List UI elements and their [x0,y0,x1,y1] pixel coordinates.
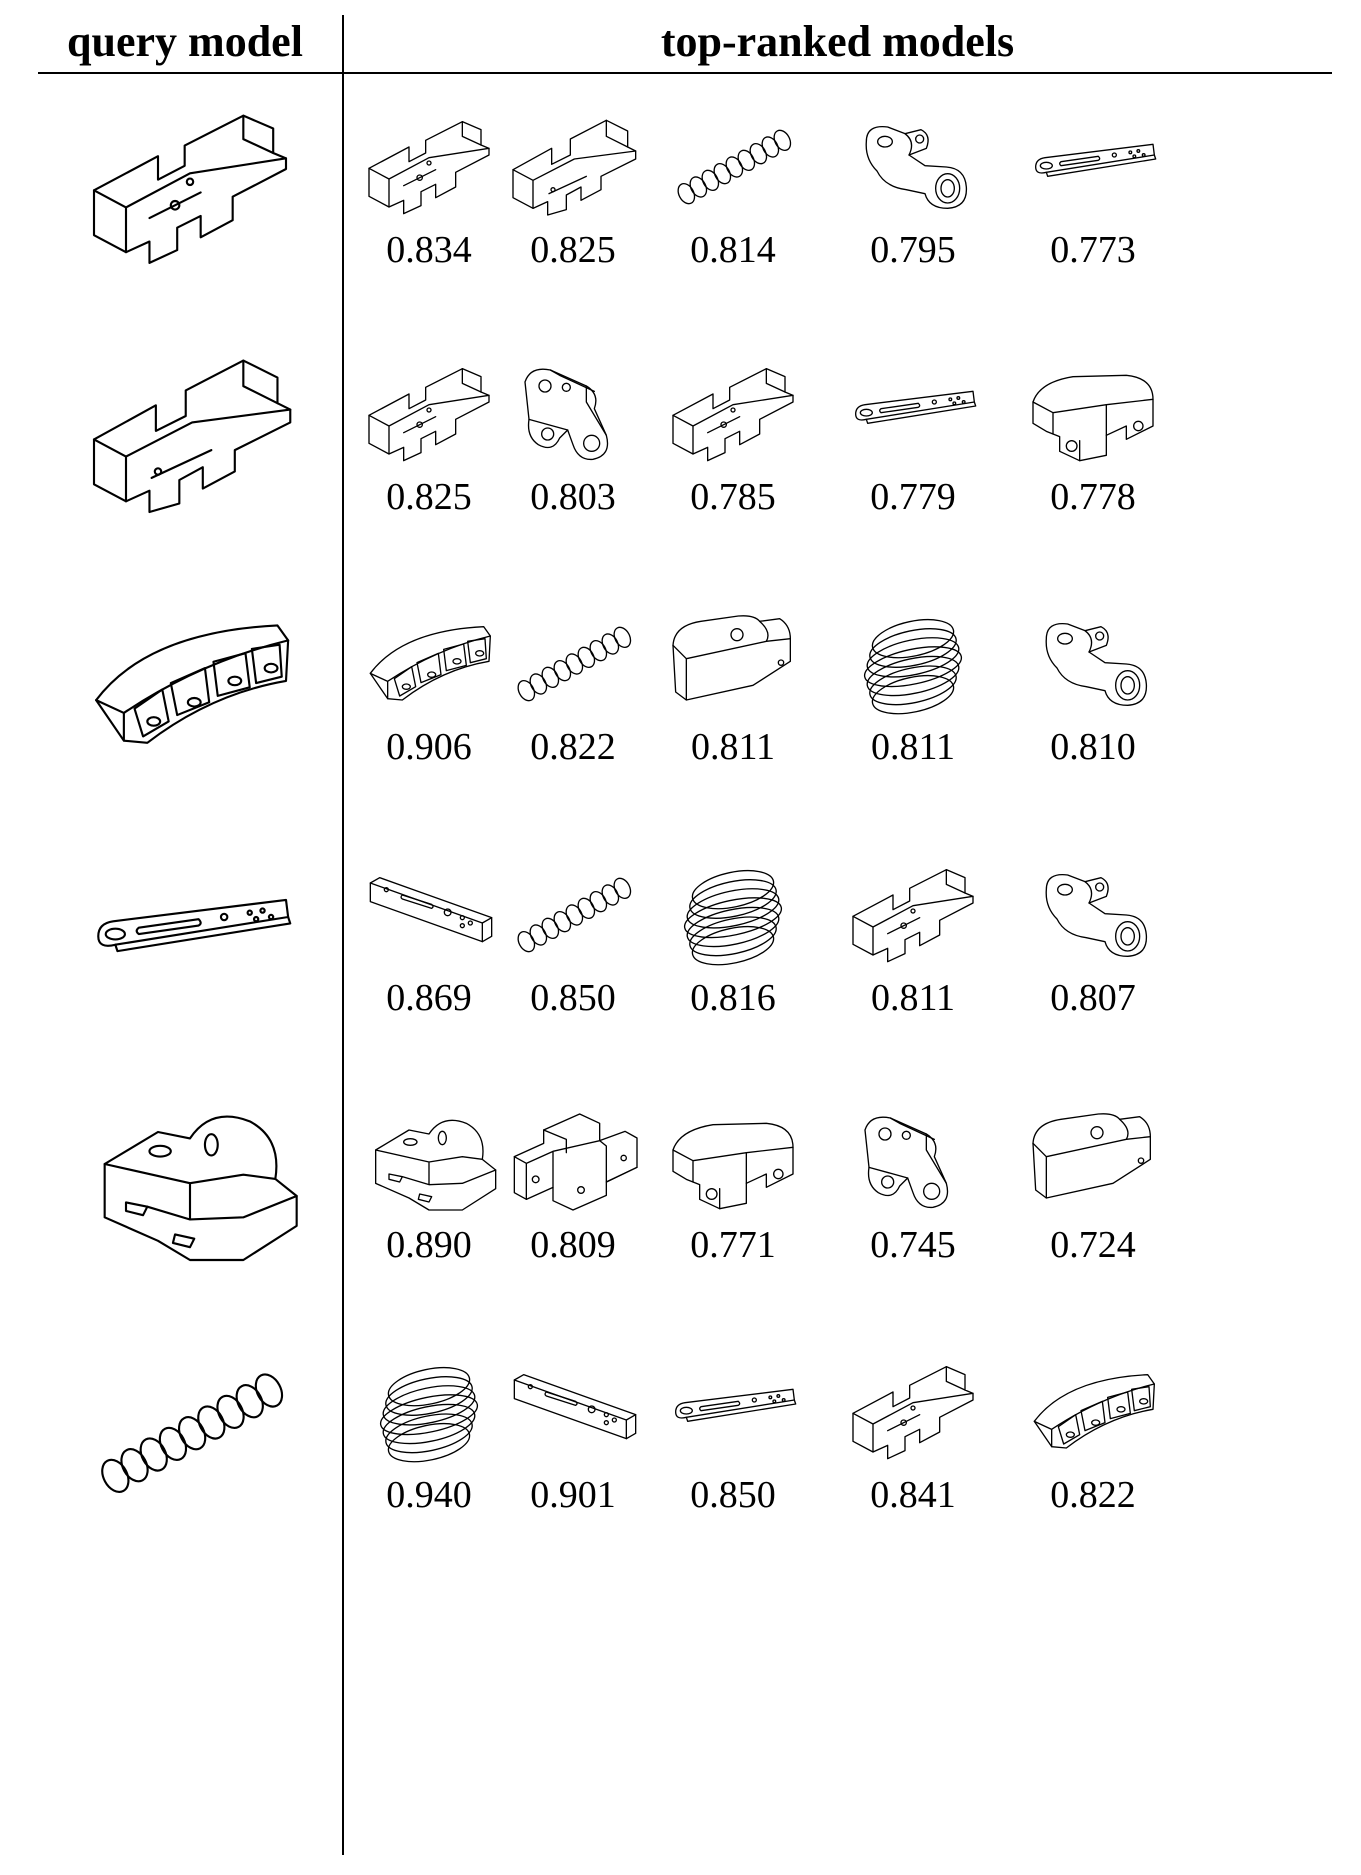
ranked-model [498,592,648,832]
ranked-model [354,843,504,1083]
ranked-model [498,95,648,335]
u-clamp-icon [666,612,800,712]
query-model [70,592,310,782]
ranked-model [658,95,808,335]
ranked-model [1018,1340,1168,1580]
query-model [70,342,310,532]
result-row [0,843,1361,1103]
similarity-score: 0.834 [386,229,472,271]
ranked-model [658,1340,808,1580]
connector-plate-icon [362,362,496,462]
similarity-score: 0.803 [530,476,616,518]
similarity-score: 0.724 [1050,1224,1136,1266]
similarity-score: 0.811 [870,726,956,768]
ranked-model [354,1090,504,1330]
similarity-score: 0.810 [1050,726,1136,768]
ranked-model [498,1340,648,1580]
perforated-bar-icon [362,863,496,963]
query-model [70,1090,310,1280]
fork-joint-icon [1026,863,1160,963]
similarity-score: 0.825 [530,229,616,271]
similarity-score: 0.850 [530,977,616,1019]
ranked-model [658,592,808,832]
ranked-model [658,843,808,1083]
ranked-model [658,342,808,582]
similarity-score: 0.822 [530,726,616,768]
coil-spring-icon [506,612,640,712]
curved-holder-icon [362,612,496,712]
similarity-score: 0.825 [386,476,472,518]
similarity-score: 0.779 [870,476,956,518]
slotted-plate-icon [80,352,300,512]
coil-spring-icon [80,1350,300,1510]
query-model [70,95,310,285]
similarity-score: 0.890 [386,1224,472,1266]
similarity-score: 0.778 [1050,476,1136,518]
similarity-score: 0.901 [530,1474,616,1516]
bracket-arm-icon [846,1110,980,1210]
perforated-bar-icon [506,1360,640,1460]
similarity-score: 0.869 [386,977,472,1019]
bracket-arm-icon [506,362,640,462]
similarity-score: 0.841 [870,1474,956,1516]
query-model [70,843,310,1033]
slotted-plate-icon [506,115,640,215]
ranked-model [498,342,648,582]
bellows-icon [846,612,980,712]
ranked-model [658,1090,808,1330]
similarity-score: 0.940 [386,1474,472,1516]
similarity-score: 0.811 [690,726,776,768]
result-row [0,592,1361,852]
connector-plate-icon [666,362,800,462]
result-row [0,95,1361,355]
ranked-model [1018,95,1168,335]
query-model-header: query model [67,17,303,66]
u-clamp-icon [1026,1110,1160,1210]
ranked-model [1018,592,1168,832]
cross-block-icon [506,1110,640,1210]
result-row [0,1090,1361,1350]
flat-bar-icon [846,362,980,462]
similarity-score: 0.809 [530,1224,616,1266]
gripper-jaw-icon [362,1110,496,1210]
ranked-model [838,1090,988,1330]
query-model [70,1340,310,1530]
ranked-model [498,843,648,1083]
ranked-model [1018,843,1168,1083]
flat-bar-icon [1026,115,1160,215]
similarity-score: 0.814 [690,229,776,271]
fork-joint-icon [1026,612,1160,712]
connector-plate-icon [362,115,496,215]
ranked-model [354,95,504,335]
connector-plate-icon [80,105,300,265]
ranked-model [1018,342,1168,582]
similarity-score: 0.795 [870,229,956,271]
fork-joint-icon [846,115,980,215]
notched-block-icon [666,1110,800,1210]
similarity-score: 0.773 [1050,229,1136,271]
similarity-score: 0.850 [690,1474,776,1516]
gripper-jaw-icon [80,1100,300,1260]
similarity-score: 0.816 [690,977,776,1019]
coil-spring-icon [666,115,800,215]
coil-spring-icon [506,863,640,963]
connector-plate-icon [846,1360,980,1460]
ranked-model [838,592,988,832]
result-row [0,1340,1361,1600]
ranked-model [1018,1090,1168,1330]
ranked-model [354,1340,504,1580]
ranked-model [838,843,988,1083]
result-row [0,342,1361,602]
ranked-model [838,1340,988,1580]
bellows-icon [666,863,800,963]
flat-bar-icon [80,853,300,1013]
ranked-model [838,342,988,582]
top-ranked-models-header: top-ranked models [660,17,1015,66]
ranked-model [354,592,504,832]
similarity-score: 0.771 [690,1224,776,1266]
curved-holder-icon [1026,1360,1160,1460]
similarity-score: 0.822 [1050,1474,1136,1516]
bellows-icon [362,1360,496,1460]
ranked-model [838,95,988,335]
similarity-score: 0.745 [870,1224,956,1266]
connector-plate-icon [846,863,980,963]
notched-block-icon [1026,362,1160,462]
curved-holder-icon [80,602,300,762]
ranked-model [354,342,504,582]
similarity-score: 0.811 [870,977,956,1019]
flat-bar-icon [666,1360,800,1460]
similarity-score: 0.807 [1050,977,1136,1019]
similarity-score: 0.785 [690,476,776,518]
header-divider [38,72,1332,74]
similarity-score: 0.906 [386,726,472,768]
ranked-model [498,1090,648,1330]
